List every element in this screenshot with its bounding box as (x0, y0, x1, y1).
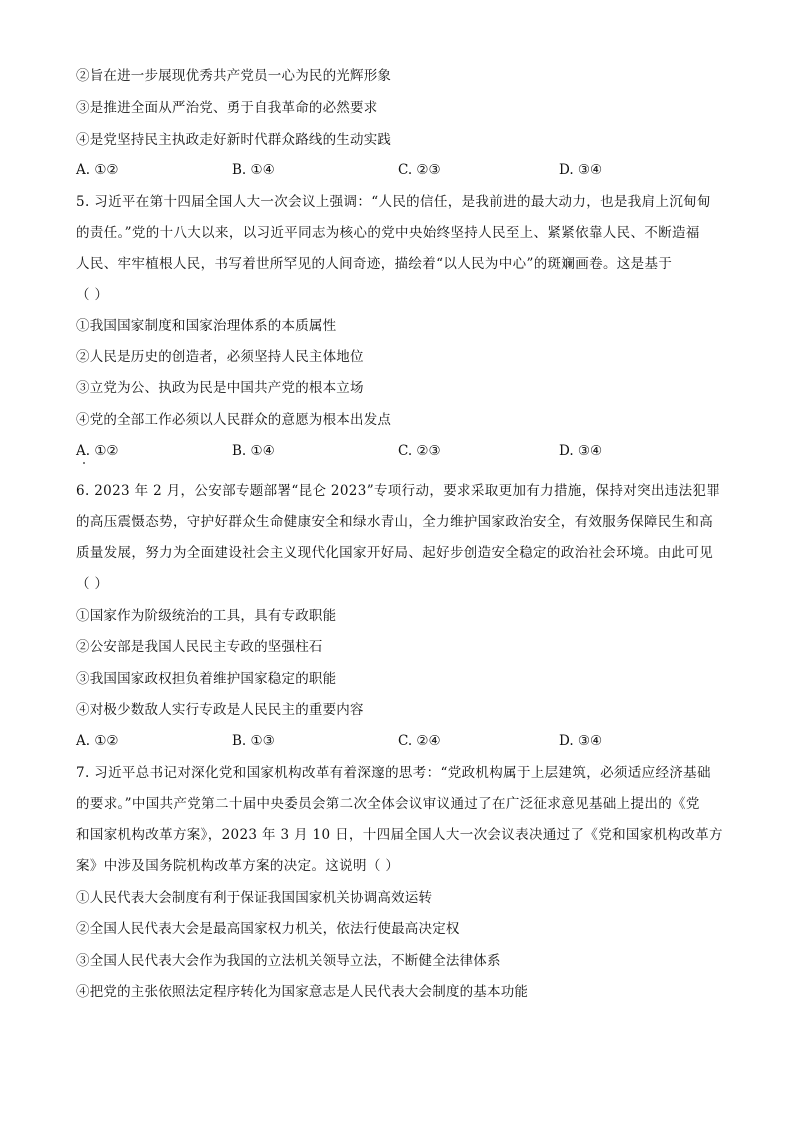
q6-options (76, 731, 636, 751)
option-d: D. ③④ (559, 443, 603, 459)
q7-statement-3: ③全国人民代表大会作为我国的立法机关领导立法，不断健全法律体系 (76, 953, 501, 969)
q7-statement-1: ①人民代表大会制度有利于保证我国国家机关协调高效运转 (76, 890, 433, 906)
q7-stem (76, 763, 724, 887)
carryover-statement-2: ②旨在进一步展现优秀共产党员一心为民的光辉形象 (76, 68, 392, 84)
q7-stem-line: 的要求。”中国共产党第二十届中央委员会第二次全体会议审议通过了在广泛征求意见基础上提出的《党 (76, 796, 700, 812)
q5-answer-blank: （ ） (76, 287, 109, 303)
option-c: C. ②③ (398, 162, 441, 178)
option-a: A. ①② (76, 162, 119, 178)
option-b: B. ①④ (232, 162, 275, 178)
q6-statement-3: ③我国国家政权担负着维护国家稳定的职能 (76, 671, 337, 687)
q6-statement-4: ④对极少数敌人实行专政是人民民主的重要内容 (76, 702, 364, 718)
option-b: B. ①④ (232, 443, 275, 459)
q6-answer-blank: （ ） (76, 576, 109, 592)
q7-statement-2: ②全国人民代表大会是最高国家权力机关，依法行使最高决定权 (76, 921, 460, 937)
q7-stem-line: 案》中涉及国务院机构改革方案的决定。这说明（ ） (76, 858, 400, 874)
q5-statement-4: ④党的全部工作必须以人民群众的意愿为根本出发点 (76, 412, 392, 428)
carryover-statement-3: ③是推进全面从严治党、勇于自我革命的必然要求 (76, 100, 378, 116)
q7-stem-line: 7. 习近平总书记对深化党和国家机构改革有着深邃的思考：“党政机构属于上层建筑，必须适应经济基础 (76, 765, 711, 781)
option-d: D. ③④ (559, 733, 603, 749)
q5-stem-line: 的责任。”党的十八大以来，以习近平同志为核心的党中央始终坚持人民至上、紧紧依靠人民、不断造福 (76, 225, 700, 241)
q6-stem-line: 质量发展，努力为全面建设社会主义现代化国家开好局、起好步创造安全稳定的政治社会环境。由此可见 (76, 545, 714, 561)
q5-statement-2: ②人民是历史的创造者，必须坚持人民主体地位 (76, 349, 364, 365)
q6-statement-1: ①国家作为阶级统治的工具，具有专政职能 (76, 608, 337, 624)
q5-options (76, 441, 636, 461)
q5-statement-1: ①我国国家制度和国家治理体系的本质属性 (76, 318, 337, 334)
option-c: C. ②③ (398, 443, 441, 459)
q5-stem-line: 5. 习近平在第十四届全国人大一次会议上强调：“人民的信任，是我前进的最大动力，也是我肩上沉甸甸 (76, 194, 711, 210)
carryover-options (76, 160, 636, 180)
carryover-statement-4: ④是党坚持民主执政走好新时代群众路线的生动实践 (76, 132, 392, 148)
q7-stem-line: 和国家机构改革方案》，2023 年 3 月 10 日，十四届全国人大一次会议表决通过了《党和国家机构改革方 (76, 827, 723, 843)
option-c: C. ②④ (398, 733, 441, 749)
q5-stem (76, 192, 724, 316)
option-b: B. ①③ (232, 733, 275, 749)
q7-statement-4: ④把党的主张依照法定程序转化为国家意志是人民代表大会制度的基本功能 (76, 984, 529, 1000)
option-a: A. ①② (76, 733, 119, 749)
option-d: D. ③④ (559, 162, 603, 178)
q5-stem-line: 人民、牢牢植根人民，书写着世所罕见的人间奇迹，描绘着“以人民为中心”的斑斓画卷。这是基于 (76, 256, 673, 272)
q6-stem (76, 481, 724, 605)
q6-statement-2: ②公安部是我国人民民主专政的坚强柱石 (76, 639, 323, 655)
stray-dot (83, 462, 85, 464)
q6-stem-line: 6. 2023 年 2 月，公安部专题部署“昆仑 2023”专项行动，要求采取更加有力措施，保持对突出违法犯罪 (76, 483, 721, 499)
q6-stem-line: 的高压震慑态势，守护好群众生命健康安全和绿水青山，全力维护国家政治安全，有效服务保障民生和高 (76, 514, 714, 530)
option-a: A. ①② (76, 443, 119, 459)
q5-statement-3: ③立党为公、执政为民是中国共产党的根本立场 (76, 380, 364, 396)
